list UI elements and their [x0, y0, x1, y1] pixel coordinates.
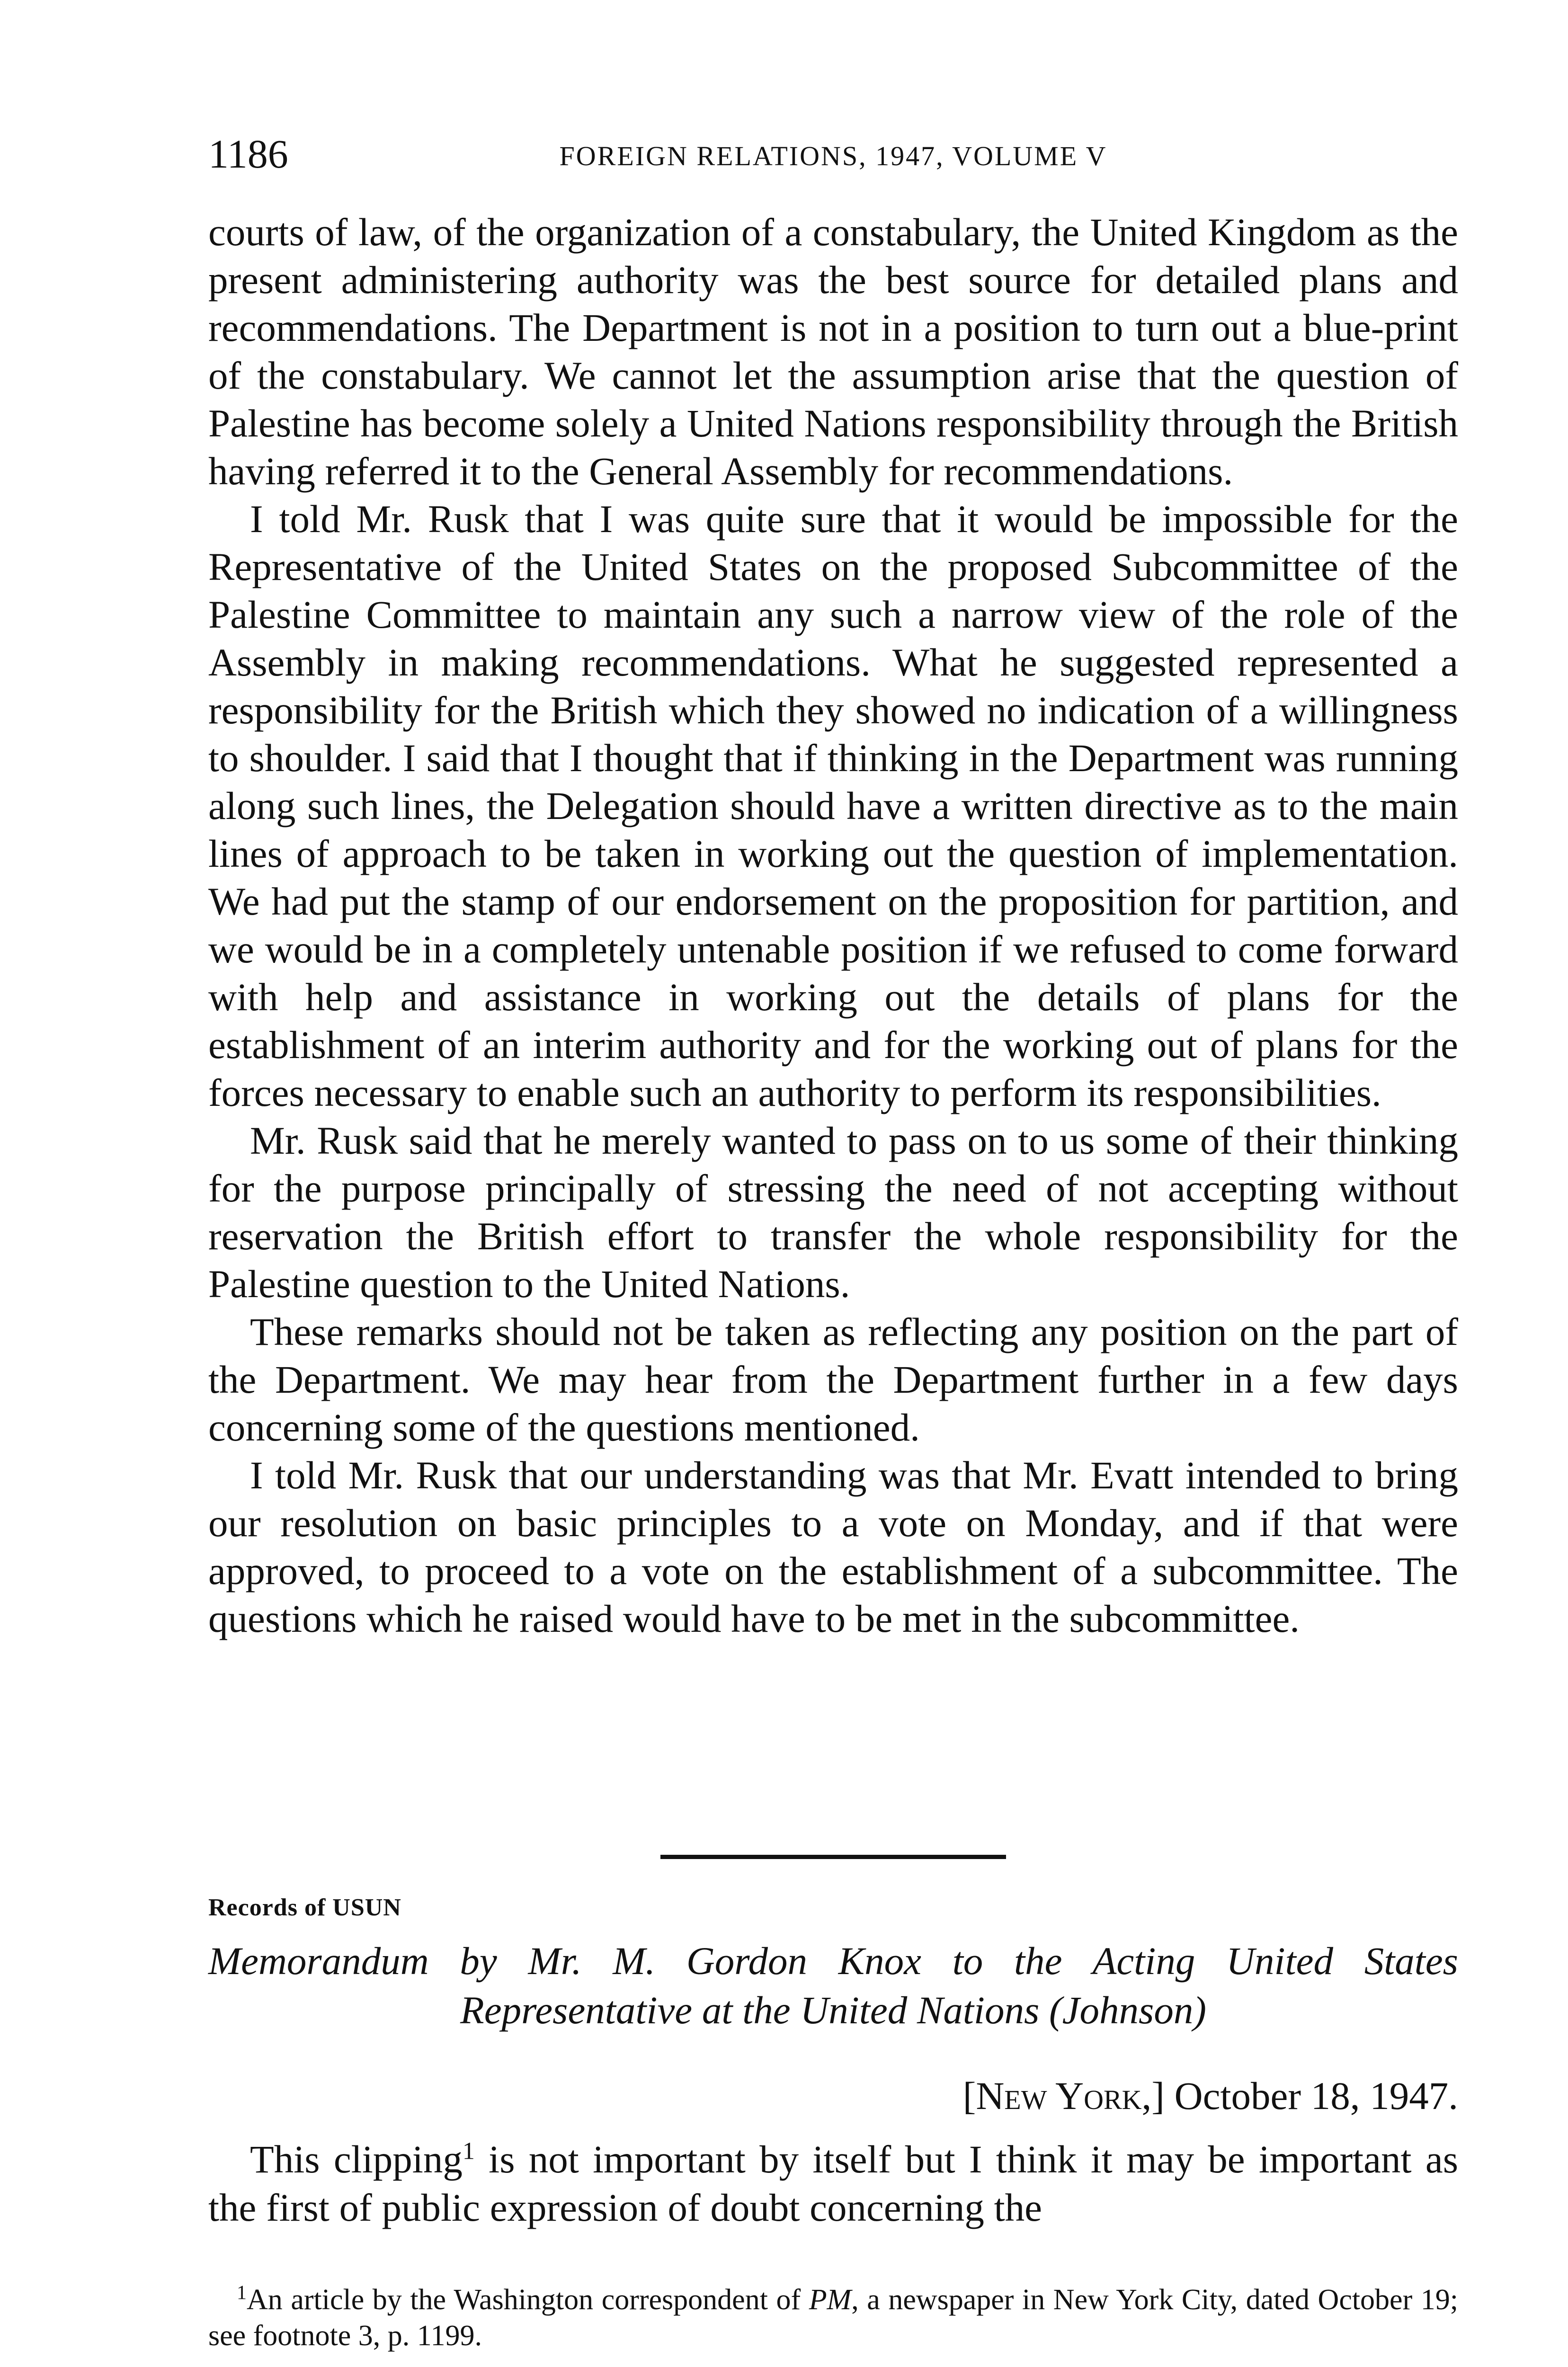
footnote-publication: PM	[809, 2284, 852, 2316]
dateline-date: October 18, 1947.	[1174, 2074, 1458, 2118]
section-divider	[660, 1855, 1006, 1859]
footnote-text-after: , a newspaper in New York City, dated October 19; see footnote 3, p. 1199.	[208, 2284, 1459, 2352]
main-text	[208, 208, 1458, 1643]
paragraph: I told Mr. Rusk that our understanding was that Mr. Evatt intended to bring our resolution on basic principles to a vote on Monday, and if that were approved, to proceed to a vote on the establishment of a subcommittee. The questions which he raised would have to be met in the subcommittee.	[208, 1453, 1458, 1640]
memo-body-start: This clipping	[250, 2137, 463, 2181]
memo-title-line-1: Memorandum by Mr. M. Gordon Knox to the Acting United States	[208, 1939, 1458, 1983]
memo-body	[208, 2135, 1458, 2232]
paragraph-continued: courts of law, of the organization of a constabulary, the United Kingdom as the present administering authority was the best source for detailed plans and recommendations. The Department is not in a position to turn out a blue-print of the constabulary. We cannot let the assumption arise that the question of Palestine has become solely a United Nations responsibility through the British having referred it to the General Assembly for recommendations.	[208, 210, 1458, 493]
footnote-reference: 1	[462, 2137, 475, 2165]
paragraph: Mr. Rusk said that he merely wanted to pass on to us some of their thinking for the purpose principally of stressing the need of not accepting without reservation the British effort to transfer the whole responsibility for the Palestine question to the United Nations.	[208, 1119, 1458, 1306]
footnote	[208, 2282, 1458, 2354]
running-head	[208, 134, 1458, 178]
footnote-text-before: An article by the Washington correspondent of	[247, 2284, 809, 2316]
running-head-text: FOREIGN RELATIONS, 1947, VOLUME V	[559, 141, 1107, 171]
dateline-place: [New York,]	[962, 2074, 1165, 2118]
memo-body-rest: is not important by itself but I think it may be important as the first of public expression of doubt concerning the	[208, 2137, 1458, 2229]
footnote-marker: 1	[237, 2282, 247, 2304]
memo-title	[208, 1936, 1458, 2035]
page-header	[208, 128, 1458, 180]
dateline	[208, 2071, 1458, 2120]
page-number: 1186	[208, 131, 288, 177]
paragraph: These remarks should not be taken as reflecting any position on the part of the Department. We may hear from the Department further in a few days concerning some of the questions mentioned.	[208, 1310, 1458, 1449]
source-label: Records of USUN	[208, 1894, 401, 1921]
paragraph: I told Mr. Rusk that I was quite sure that it would be impossible for the Representative of the United States on the proposed Subcommittee of the Palestine Committee to maintain any such a narrow view of the role of the Assembly in making recommendations. What he suggested represented a responsibility for the British which they showed no indication of a willingness to shoulder. I said that I thought that if thinking in the Department was running along such lines, the Delegation should have a written directive as to the main lines of approach to be taken in working out the question of implementation. We had put the stamp of our endorsement on the proposition for partition, and we would be in a completely untenable position if we refused to come forward with help and assistance in working out the details of plans for the establishment of an interim authority and for the working out of plans for the forces necessary to enable such an authority to perform its responsibilities.	[208, 497, 1458, 1114]
memo-title-line-2: Representative at the United Nations (Johnson)	[460, 1988, 1206, 2032]
